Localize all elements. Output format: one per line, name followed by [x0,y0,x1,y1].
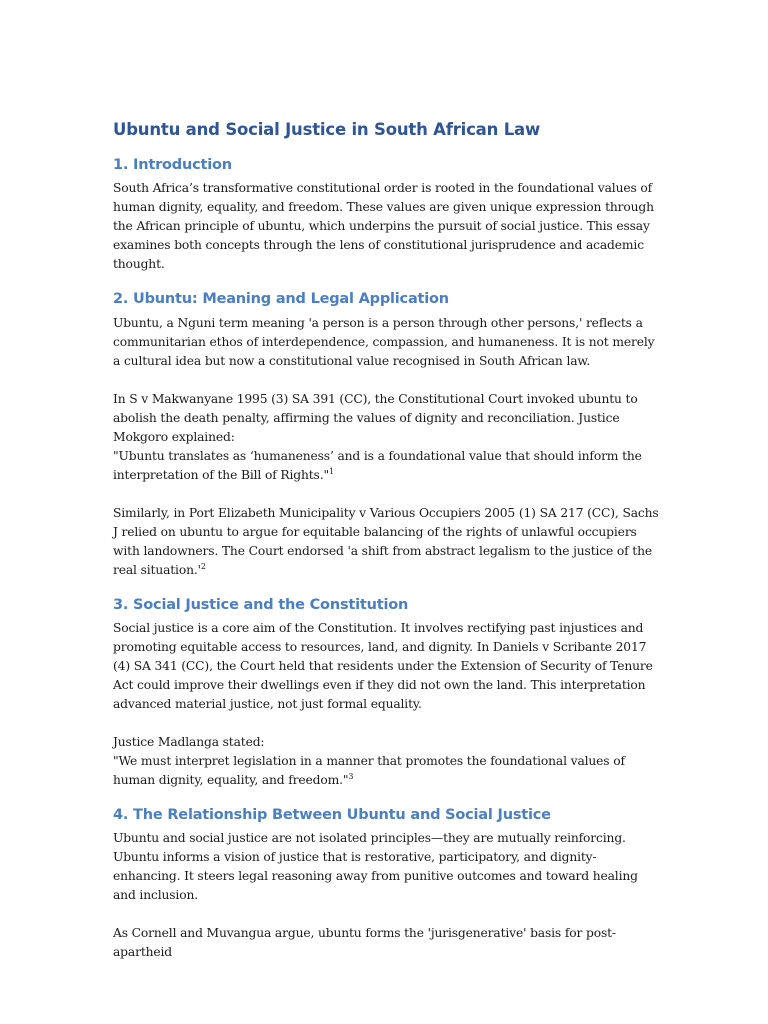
footnote-marker: 1 [328,466,334,476]
document-title: Ubuntu and Social Justice in South African Law [113,120,541,139]
paragraph: Ubuntu and social justice are not isolated principles—they are mutually reinforcing. Ubuntu informs a vision of justice that is restorative, participatory, and dignity-enhancing. It steers legal reasoning away from punitive outcomes and toward healing and inclusion. [113,831,638,903]
footnote-marker: 3 [348,771,354,781]
section-heading-introduction: 1. Introduction [113,157,232,174]
paragraph: As Cornell and Muvangua argue, ubuntu forms the 'jurisgenerative' basis for post-apartheid [113,926,616,960]
quote-paragraph [113,447,659,485]
paragraph: Social justice is a core aim of the Constitution. It involves rectifying past injustices and promoting equitable access to resources, land, and dignity. In Daniels v Scribante 2017 (4) SA 341 (CC), the Court held that residents under the Extension of Security of Tenure Act could improve their dwellings even if they did not own the land. This interpretation advanced material justice, not just formal equality. [113,620,653,711]
quote-text: "We must interpret legislation in a manner that promotes the foundational values of human dignity, equality, and freedom." [113,753,625,787]
section-heading-relationship: 4. The Relationship Between Ubuntu and Social Justice [113,806,551,823]
section-heading-ubuntu-meaning: 2. Ubuntu: Meaning and Legal Application [113,291,449,308]
quote-text: "Ubuntu translates as ‘humaneness’ and is a foundational value that should inform the interpretation of the Bill of Rights." [113,448,642,482]
footnote-marker: 2 [200,561,206,571]
paragraph: Ubuntu, a Nguni term meaning 'a person is a person through other persons,' reflects a communitarian ethos of interdependence, compassion, and humaneness. It is not merely a cultural idea but now a constitutional value recognised in South African law. [113,315,655,368]
paragraph: In S v Makwanyane 1995 (3) SA 391 (CC), the Constitutional Court invoked ubuntu to abolish the death penalty, affirming the values of dignity and reconciliation. Justice Mokgoro explained: [113,391,638,444]
quote-paragraph [113,752,659,790]
paragraph: Justice Madlanga stated: [113,734,265,749]
paragraph: South Africa’s transformative constitutional order is rooted in the foundational values of human dignity, equality, and freedom. These values are given unique expression through the African principle of ubuntu, which underpins the pursuit of social justice. This essay examines both concepts through the lens of constitutional jurisprudence and academic thought. [113,181,654,272]
paragraph-text: Similarly, in Port Elizabeth Municipality v Various Occupiers 2005 (1) SA 217 (CC), Sachs J relied on ubuntu to argue for equitable balancing of the rights of unlawful occupiers with landowners. The Court endorsed 'a shift from abstract legalism to the justice of the real situation.' [113,505,659,577]
section-heading-social-justice: 3. Social Justice and the Constitution [113,596,409,613]
paragraph [113,504,659,580]
document-page [113,118,659,962]
